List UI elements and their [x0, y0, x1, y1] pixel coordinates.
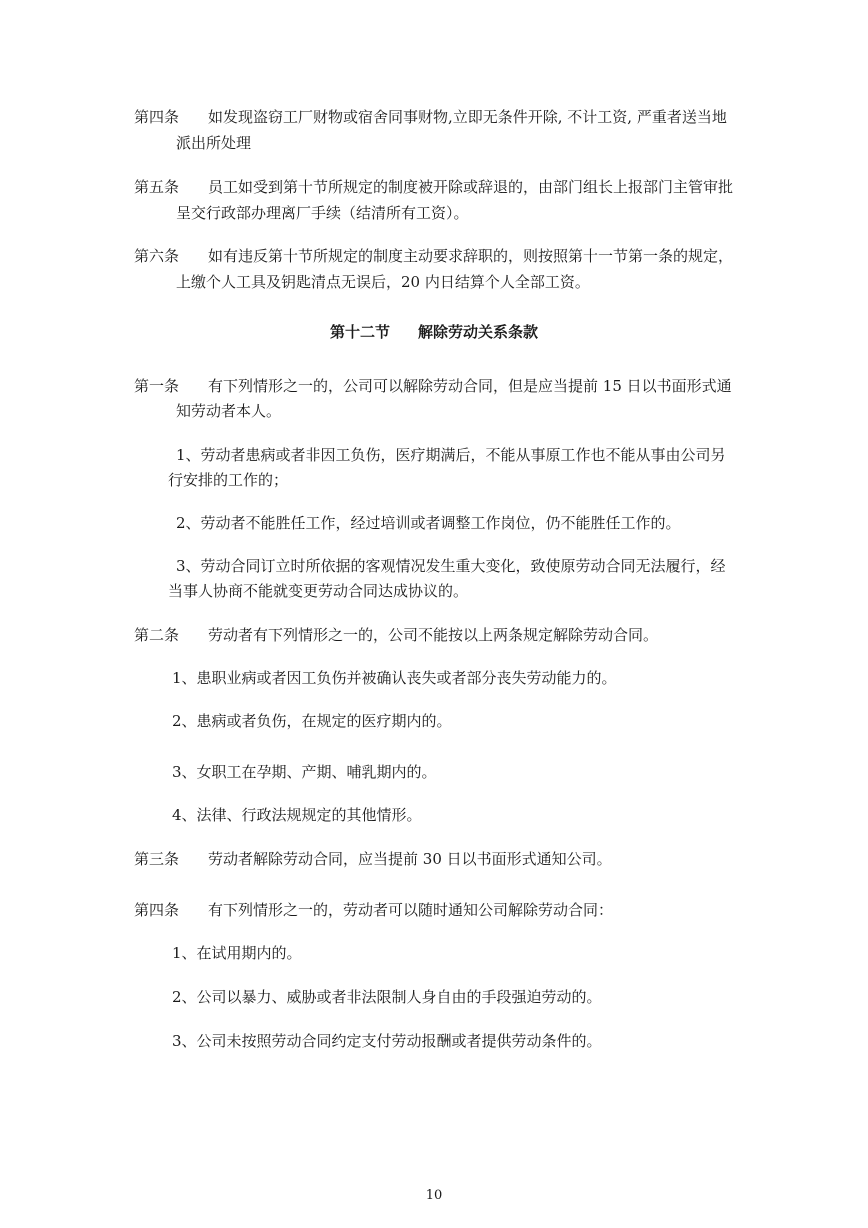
- article-label: 第五条: [134, 178, 180, 196]
- list-item-line: 2、劳动者不能胜任工作，经过培训或者调整工作岗位，仍不能胜任工作的。: [176, 514, 681, 532]
- article-text-line: 劳动者有下列情形之一的，公司不能按以上两条规定解除劳动合同。: [208, 626, 659, 644]
- list-item-line: 当事人协商不能就变更劳动合同达成协议的。: [168, 582, 469, 600]
- article-label: 第四条: [134, 901, 180, 919]
- list-item: 4、法律、行政法规规定的其他情形。: [172, 806, 422, 824]
- list-item: 2、公司以暴力、威胁或者非法限制人身自由的手段强迫劳动的。: [172, 988, 602, 1006]
- article-label: 第二条: [134, 626, 180, 644]
- article-text-line: 如发现盗窃工厂财物或宿舍同事财物,立即无条件开除, 不计工资, 严重者送当地: [208, 108, 727, 126]
- article-text-line: 派出所处理: [176, 134, 252, 152]
- article-label: 第一条: [134, 377, 180, 395]
- article-label: 第四条: [134, 108, 180, 126]
- section-number: 第十二节: [329, 323, 390, 341]
- list-item: 1、患职业病或者因工负伤并被确认丧失或者部分丧失劳动能力的。: [172, 669, 617, 687]
- article-text-line: 上缴个人工具及钥匙清点无误后，20 内日结算个人全部工资。: [176, 273, 590, 291]
- list-item: 3、公司未按照劳动合同约定支付劳动报酬或者提供劳动条件的。: [172, 1032, 602, 1050]
- article-text-line: 如有违反第十节所规定的制度主动要求辞职的，则按照第十一节第一条的规定，: [208, 247, 734, 265]
- page-number: 10: [425, 1188, 443, 1203]
- article-text-line: 知劳动者本人。: [176, 402, 282, 420]
- article-text-line: 员工如受到第十节所规定的制度被开除或辞退的，由部门组长上报部门主管审批: [208, 178, 734, 196]
- article-text-line: 呈交行政部办理离厂手续（结清所有工资）。: [176, 204, 469, 222]
- list-item-line: 行安排的工作的；: [168, 471, 289, 489]
- article-text-line: 劳动者解除劳动合同，应当提前 30 日以书面形式通知公司。: [208, 850, 612, 868]
- article-label: 第三条: [134, 850, 180, 868]
- list-item-line: 3、劳动合同订立时所依据的客观情况发生重大变化，致使原劳动合同无法履行，经: [176, 557, 726, 575]
- list-item-line: 1、劳动者患病或者非因工负伤，医疗期满后，不能从事原工作也不能从事由公司另: [176, 446, 726, 464]
- section-title: [0, 319, 868, 345]
- article-label: 第六条: [134, 247, 180, 265]
- list-item: 2、患病或者负伤，在规定的医疗期内的。: [172, 712, 452, 730]
- section-heading: 解除劳动关系条款: [418, 323, 539, 341]
- article-text-line: 有下列情形之一的，劳动者可以随时通知公司解除劳动合同：: [208, 901, 614, 919]
- list-item: 3、女职工在孕期、产期、哺乳期内的。: [172, 763, 437, 781]
- list-item: 1、在试用期内的。: [172, 944, 302, 962]
- article-text-line: 有下列情形之一的，公司可以解除劳动合同，但是应当提前 15 日以书面形式通: [208, 377, 732, 395]
